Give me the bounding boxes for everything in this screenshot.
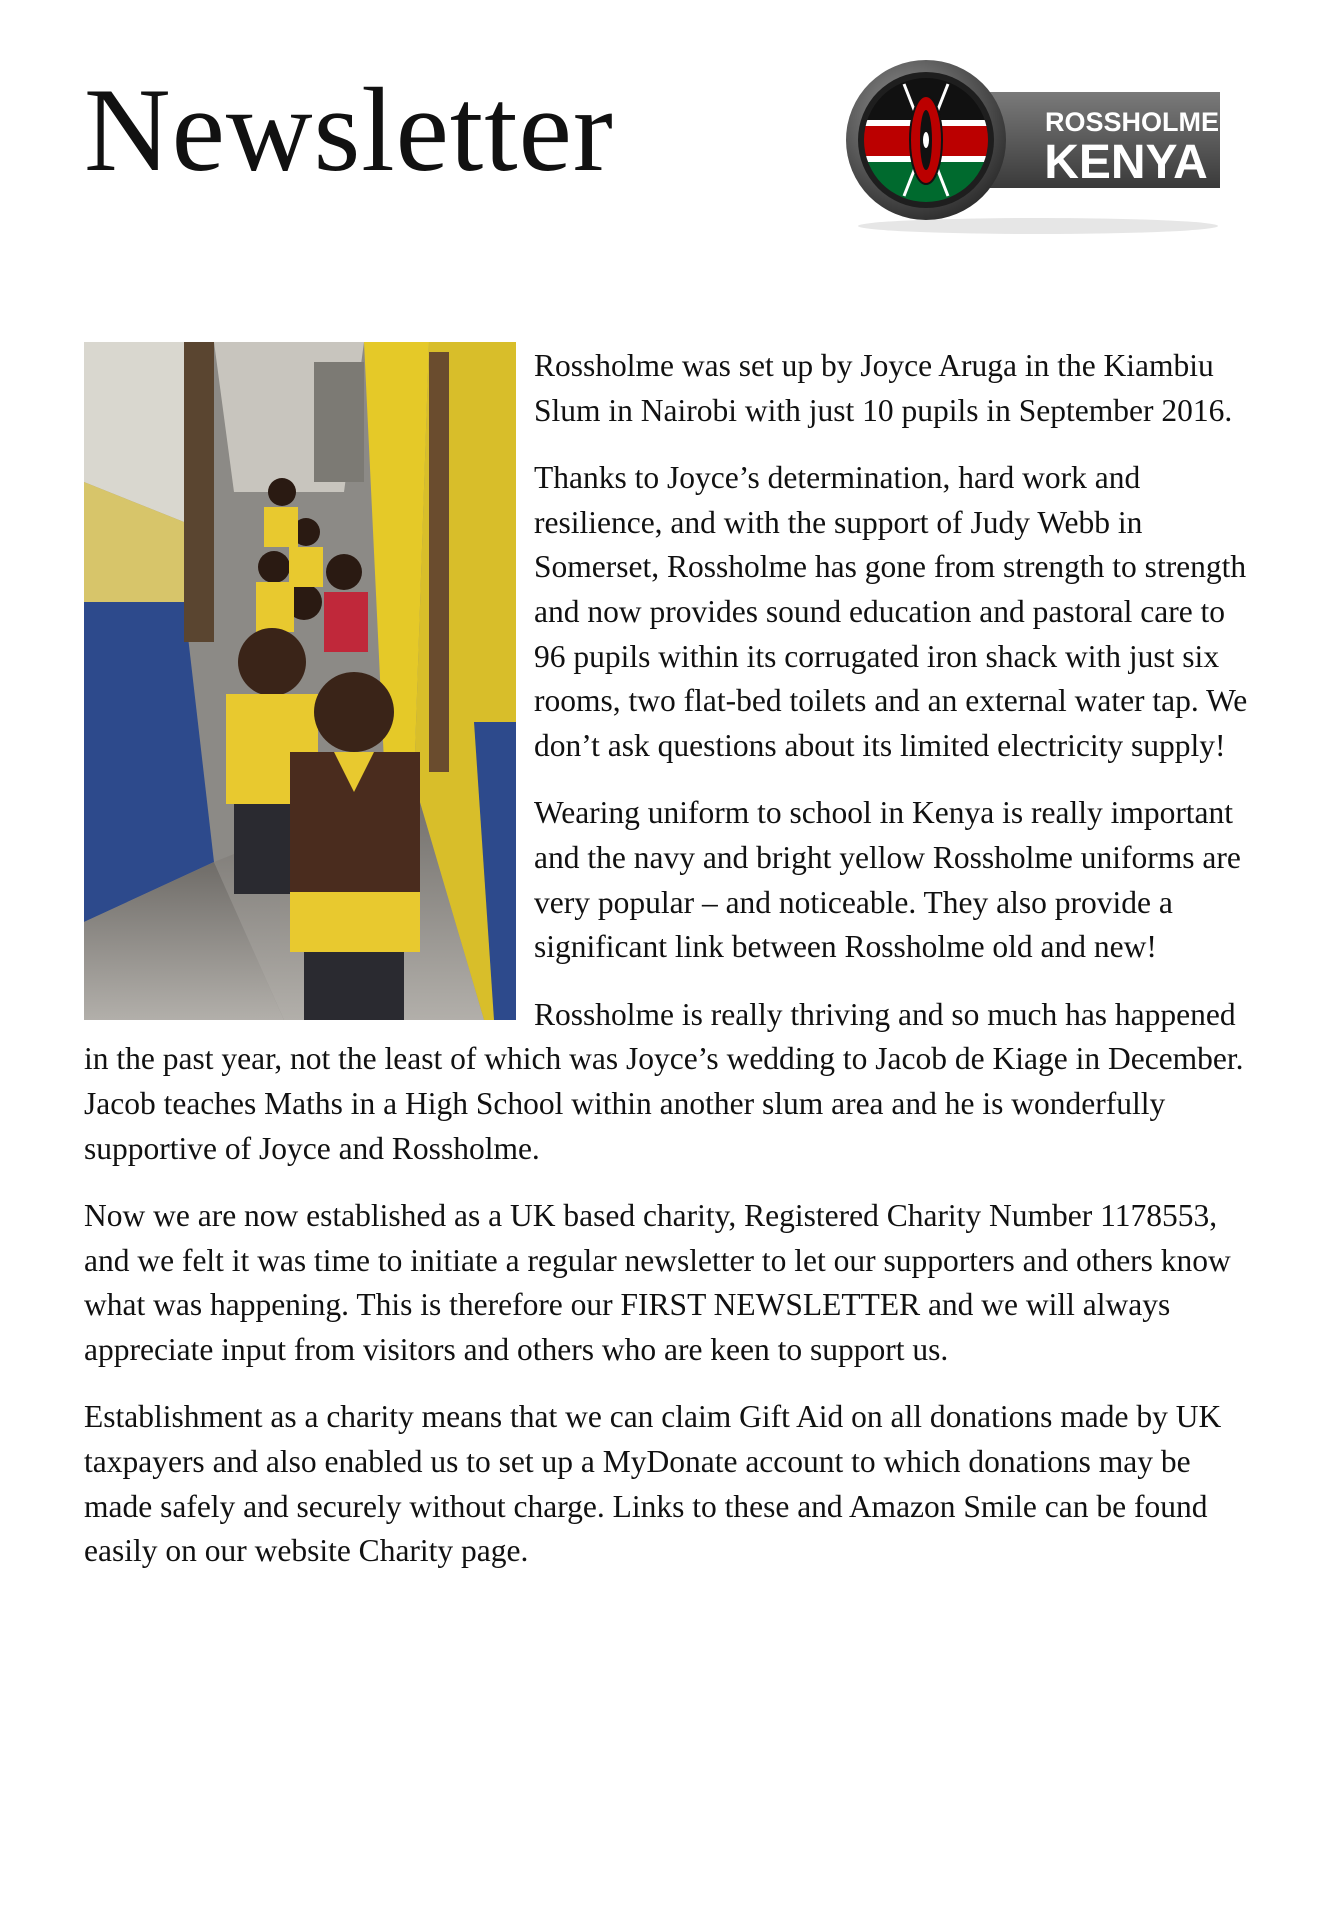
logo-line1: ROSSHOLME bbox=[1044, 107, 1220, 137]
paragraph: Establishment as a charity means that we can claim Gift Aid on all donations made by UK taxpayers and also enabled us to set up a MyDonate account to which donations may be made safely and securely without charge. Links to these and Amazon Smile can be found easily on our website Charity page. bbox=[84, 1399, 1222, 1569]
photo-wrap-spacer bbox=[84, 344, 534, 1028]
paragraph: Now we are now established as a UK based charity, Registered Charity Number 1178553, and we felt it was time to initiate a regular newsletter to let our supporters and others know what was happening. This is therefore our FIRST NEWSLETTER and we will always appreciate input from visitors and others who are keen to support us. bbox=[84, 1198, 1231, 1367]
paragraph: Rossholme was set up by Joyce Aruga in the Kiambiu Slum in Nairobi with just 10 pupils in September 2016. bbox=[534, 348, 1233, 428]
logo-line2: KENYA bbox=[1044, 136, 1208, 189]
paragraph: Thanks to Joyce’s determination, hard work and resilience, and with the support of Judy Webb in Somerset, Rossholme has gone from strength to strength and now provides sound education and pastoral care to 96 pupils within its corrugated iron shack with just six rooms, two flat-bed toilets and an external water tap. We don’t ask questions about its limited electricity supply! bbox=[534, 460, 1248, 763]
page-title: Newsletter bbox=[84, 63, 614, 196]
article-body bbox=[84, 344, 1259, 1597]
rossholme-kenya-logo bbox=[838, 58, 1228, 238]
paragraph: Wearing uniform to school in Kenya is really important and the navy and bright yellow Rossholme uniforms are very popular – and noticeable. They also provide a significant link between Rossholme old and new! bbox=[534, 795, 1241, 965]
paragraph: Rossholme is really thriving and so much has happened in the past year, not the least of which was Joyce’s wedding to Jacob de Kiage in December. Jacob teaches Maths in a High School within another slum area and he is wonderfully supportive of Joyce and Rossholme. bbox=[84, 996, 1244, 1166]
